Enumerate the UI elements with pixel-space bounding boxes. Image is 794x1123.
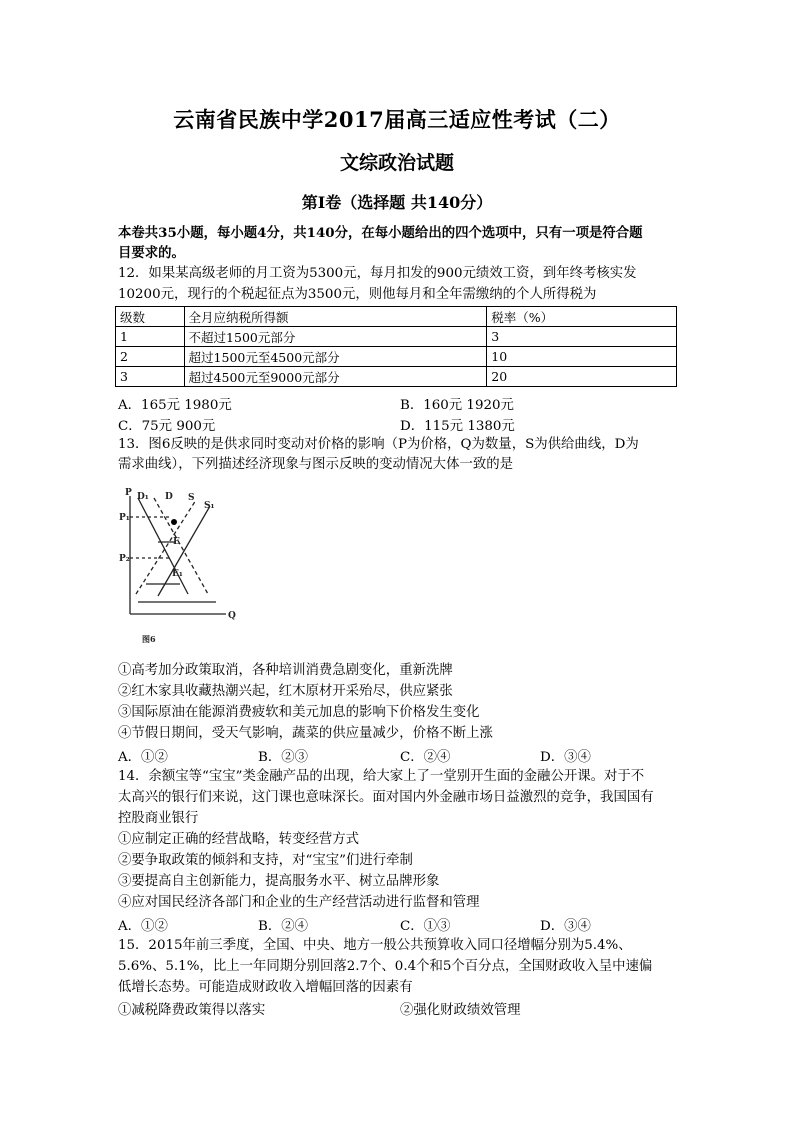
q14-item-3: ③要提高自主创新能力，提高服务水平、树立品牌形象 — [118, 874, 440, 889]
q13-item-2: ②红木家具收藏热潮兴起，红木原材开采殆尽，供应紧张 — [118, 684, 453, 699]
table-cell: 1 — [116, 327, 185, 347]
table-header-row — [116, 307, 677, 327]
q14-option-b: B．②④ — [258, 919, 309, 934]
q14-stem-line-2: 太高兴的银行们来说，这门课也意味深长。面对国内外金融市场日益激烈的竞争，我国国有 — [118, 790, 654, 805]
supply-demand-graph — [118, 486, 248, 648]
q14-item-1: ①应制定正确的经营战略，转变经营方式 — [118, 832, 360, 847]
table-cell: 不超过1500元部分 — [184, 327, 487, 347]
p-axis-label: P — [125, 488, 132, 498]
q13-item-4: ④节假日期间，受天气影响，蔬菜的供应量减少，价格不断上涨 — [118, 726, 493, 741]
tax-rate-table — [115, 306, 677, 387]
q12-option-b: B．160元 1920元 — [400, 398, 514, 413]
q14-option-c: C．①③ — [400, 919, 451, 934]
s1-label: S₁ — [204, 501, 215, 511]
q12-stem-line-1: 12．如果某高级老师的月工资为5300元，每月扣发的900元绩效工资，到年终考核实发 — [118, 266, 637, 281]
q-axis-label: Q — [228, 611, 236, 621]
q13-option-a: A．①② — [118, 750, 168, 765]
q15-stem-line-1: 15．2015年前三季度，全国、中央、地方一般公共预算收入同口径增幅分别为5.4%、 — [118, 938, 632, 953]
table-header-cell: 级数 — [116, 307, 185, 327]
q12-option-c: C．75元 900元 — [118, 419, 216, 434]
e-label: E — [173, 537, 180, 547]
table-cell: 超过4500元至9000元部分 — [184, 367, 487, 387]
q13-option-c: C．②④ — [400, 750, 451, 765]
q15-item-1: ①减税降费政策得以落实 — [118, 1003, 266, 1018]
table-cell: 2 — [116, 347, 185, 367]
q14-option-d: D．③④ — [540, 919, 591, 934]
d-label: D — [165, 492, 173, 502]
table-header-cell: 全月应纳税所得额 — [184, 307, 487, 327]
s-label: S — [188, 493, 195, 503]
table-row — [116, 367, 677, 387]
q13-option-d: D．③④ — [540, 750, 591, 765]
table-cell: 超过1500元至4500元部分 — [184, 347, 487, 367]
section-title: 第Ⅰ卷（选择题 共140分） — [301, 193, 493, 212]
instructions-line-1: 本卷共35小题，每小题4分，共140分，在每小题给出的四个选项中，只有一项是符合题 — [118, 225, 643, 241]
q12-option-a: A．165元 1980元 — [118, 398, 232, 413]
q14-stem-line-3: 控股商业银行 — [118, 811, 199, 826]
equilibrium-point-dot — [171, 519, 177, 525]
e1-label: E₁ — [172, 569, 183, 579]
q13-stem-line-1: 13．图6反映的是供求同时变动对价格的影响（P为价格，Q为数量，S为供给曲线，D为 — [118, 437, 639, 452]
table-cell: 3 — [487, 327, 677, 347]
q13-item-1: ①高考加分政策取消，各种培训消费急剧变化，重新洗牌 — [118, 663, 453, 678]
q13-stem-line-2: 需求曲线），下列描述经济现象与图示反映的变动情况大体一致的是 — [118, 457, 514, 472]
p2-label: P₂ — [119, 554, 130, 564]
q15-stem-line-3: 低增长态势。可能造成财政收入增幅回落的因素有 — [118, 980, 413, 995]
table-row — [116, 327, 677, 347]
q15-stem-line-2: 5.6%、5.1%，比上一年同期分别回落2.7个、0.4个和5个百分点，全国财政收入呈中速偏 — [118, 959, 653, 974]
table-cell: 3 — [116, 367, 185, 387]
q12-stem-line-2: 10200元，现行的个税起征点为3500元，则他每月和全年需缴纳的个人所得税为 — [118, 287, 597, 302]
q14-item-4: ④应对国民经济各部门和企业的生产经营活动进行监督和管理 — [118, 895, 480, 910]
q13-option-b: B．②③ — [258, 750, 309, 765]
table-row — [116, 347, 677, 367]
figure-caption: 图6 — [142, 634, 156, 644]
q15-item-2: ②强化财政绩效管理 — [400, 1003, 521, 1018]
p1-label: P₁ — [119, 513, 130, 523]
d1-label: D₁ — [137, 492, 149, 502]
exam-title: 云南省民族中学2017届高三适应性考试（二） — [173, 107, 621, 132]
q14-option-a: A．①② — [118, 919, 168, 934]
q14-item-2: ②要争取政策的倾斜和支持，对“宝宝”们进行牵制 — [118, 853, 413, 868]
q12-option-d: D．115元 1380元 — [400, 419, 515, 434]
instructions-line-2: 目要求的。 — [118, 245, 185, 261]
q14-stem-line-1: 14．余额宝等“宝宝”类金融产品的出现，给大家上了一堂别开生面的金融公开课。对于不 — [118, 769, 645, 784]
table-header-cell: 税率（%） — [487, 307, 677, 327]
q13-item-3: ③国际原油在能源消费疲软和美元加息的影响下价格发生变化 — [118, 705, 480, 720]
table-cell: 20 — [487, 367, 677, 387]
subject-title: 文综政治试题 — [339, 152, 454, 174]
table-cell: 10 — [487, 347, 677, 367]
